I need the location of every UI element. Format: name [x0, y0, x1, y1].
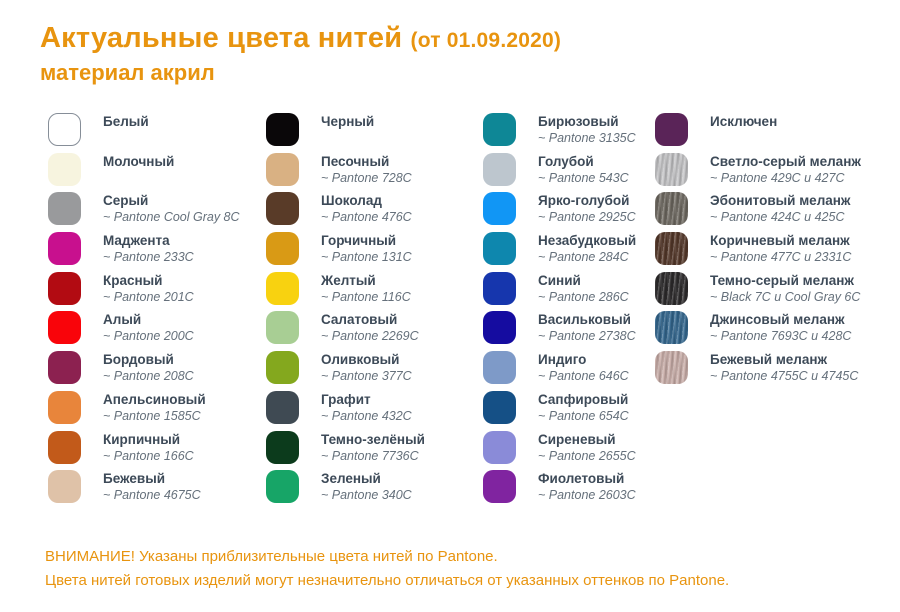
color-labels — [538, 272, 629, 305]
color-labels — [321, 192, 412, 225]
color-pantone-code: ~ Pantone 7693C и 428C — [710, 329, 852, 344]
color-item — [48, 431, 240, 471]
color-item — [483, 351, 636, 391]
color-name: Исключен — [710, 114, 778, 129]
color-item — [48, 470, 240, 510]
color-labels — [538, 153, 629, 186]
color-column-3 — [483, 113, 636, 510]
color-swatch — [266, 113, 299, 146]
color-pantone-code: ~ Pantone Cool Gray 8C — [103, 210, 240, 225]
color-name: Васильковый — [538, 312, 631, 328]
color-labels — [538, 391, 629, 424]
color-pantone-code: ~ Pantone 429C и 427C — [710, 170, 845, 185]
color-pantone-code: ~ Pantone 166C — [103, 448, 194, 463]
color-name: Белый — [103, 114, 149, 129]
footer-warning-line2: Цвета нитей готовых изделий могут незначительно отличаться от указанных оттенков по Pantone. — [45, 572, 730, 589]
color-item — [48, 272, 240, 312]
color-pantone-code: ~ Pantone 208C — [103, 369, 194, 384]
color-swatch — [655, 113, 688, 146]
color-name: Сапфировый — [538, 391, 629, 407]
color-pantone-code: ~ Pantone 286C — [538, 289, 629, 304]
page-title-date: (от 01.09.2020) — [410, 29, 562, 52]
color-labels — [321, 272, 411, 305]
color-name: Графит — [321, 391, 371, 407]
footer-warning-line1: ВНИМАНИЕ! Указаны приблизительные цвета нитей по Pantone. — [45, 548, 498, 565]
color-pantone-code: ~ Pantone 2269C — [321, 329, 419, 344]
color-labels — [710, 351, 858, 384]
color-item — [655, 351, 861, 391]
color-swatch — [483, 272, 516, 305]
color-swatch — [655, 153, 688, 186]
page-header — [40, 22, 561, 86]
color-pantone-code: ~ Pantone 284C — [538, 250, 629, 265]
color-item — [483, 232, 636, 272]
color-swatch — [655, 272, 688, 305]
color-pantone-code: ~ Pantone 476C — [321, 210, 412, 225]
color-pantone-code: ~ Pantone 200C — [103, 329, 194, 344]
color-swatch — [483, 153, 516, 186]
color-labels — [538, 192, 636, 225]
color-item — [655, 153, 861, 193]
color-name: Зеленый — [321, 471, 381, 487]
color-swatch — [48, 272, 81, 305]
page-subtitle: материал акрил — [40, 60, 215, 85]
color-pantone-code: ~ Pantone 477C и 2331C — [710, 250, 852, 265]
color-swatch — [483, 192, 516, 225]
color-swatch — [483, 232, 516, 265]
color-swatch — [266, 272, 299, 305]
color-item — [48, 113, 240, 153]
color-swatch — [483, 431, 516, 464]
color-pantone-code: ~ Pantone 116C — [321, 289, 411, 304]
color-pantone-code: ~ Pantone 2925C — [538, 210, 636, 225]
color-swatch — [266, 351, 299, 384]
color-labels — [710, 113, 777, 130]
color-name: Салатовый — [321, 312, 398, 328]
color-pantone-code: ~ Pantone 131C — [321, 250, 412, 265]
color-name: Коричневый меланж — [710, 233, 850, 249]
color-labels — [321, 153, 412, 186]
color-labels — [321, 351, 412, 384]
color-item — [483, 391, 636, 431]
page-title-main: Актуальные цвета нитей — [40, 22, 411, 54]
color-swatch — [655, 192, 688, 225]
color-pantone-code: ~ Pantone 4675C — [103, 488, 201, 503]
color-pantone-code: ~ Pantone 2738C — [538, 329, 636, 344]
color-item — [48, 391, 240, 431]
color-pantone-code: ~ Black 7C и Cool Gray 6C — [710, 289, 861, 304]
color-item — [266, 272, 425, 312]
color-pantone-code: ~ Pantone 233C — [103, 250, 194, 265]
color-pantone-code: ~ Pantone 728C — [321, 170, 412, 185]
color-pantone-code: ~ Pantone 3135C — [538, 131, 636, 145]
color-name: Темно-серый меланж — [710, 272, 854, 288]
color-swatch — [48, 113, 81, 146]
color-name: Темно-зелёный — [321, 431, 425, 447]
color-labels — [538, 113, 636, 146]
color-labels — [710, 232, 851, 265]
color-labels — [103, 113, 149, 130]
color-item — [266, 232, 425, 272]
color-item — [266, 391, 425, 431]
color-item — [655, 113, 861, 153]
color-column-2 — [266, 113, 425, 510]
color-name: Ярко-голубой — [538, 193, 630, 209]
color-name: Фиолетовый — [538, 471, 625, 487]
color-labels — [321, 391, 412, 424]
color-name: Светло-серый меланж — [710, 153, 861, 169]
color-column-1 — [48, 113, 240, 510]
color-swatch — [483, 311, 516, 344]
color-item — [655, 232, 861, 272]
color-item — [48, 311, 240, 351]
color-labels — [103, 470, 201, 503]
color-item — [266, 192, 425, 232]
color-labels — [538, 470, 636, 503]
color-item — [483, 272, 636, 312]
color-item — [48, 192, 240, 232]
color-name: Красный — [103, 272, 163, 288]
color-item — [266, 351, 425, 391]
color-name: Индиго — [538, 352, 587, 368]
color-name: Серый — [103, 193, 149, 209]
color-swatch — [483, 351, 516, 384]
color-item — [483, 192, 636, 232]
color-labels — [321, 431, 425, 464]
color-labels — [103, 311, 194, 344]
color-swatch — [655, 232, 688, 265]
color-name: Эбонитовый меланж — [710, 193, 851, 209]
color-item — [48, 153, 240, 193]
color-item — [483, 431, 636, 471]
color-swatch — [48, 351, 81, 384]
color-name: Шоколад — [321, 193, 382, 209]
color-item — [48, 351, 240, 391]
color-name: Апельсиновый — [103, 391, 206, 407]
color-swatch — [266, 192, 299, 225]
color-labels — [321, 470, 412, 503]
color-labels — [538, 311, 636, 344]
color-column-4 — [655, 113, 861, 391]
color-pantone-code: ~ Pantone 432C — [321, 408, 412, 423]
color-labels — [103, 431, 194, 464]
color-labels — [321, 232, 412, 265]
color-pantone-code: ~ Pantone 4755C и 4745C — [710, 369, 859, 384]
color-swatch — [266, 311, 299, 344]
color-item — [655, 272, 861, 312]
color-labels — [710, 153, 861, 186]
color-name: Молочный — [103, 153, 175, 169]
color-swatch — [483, 113, 516, 146]
color-pantone-code: ~ Pantone 2603C — [538, 488, 636, 503]
color-item — [483, 153, 636, 193]
color-name: Оливковый — [321, 352, 400, 368]
color-item — [483, 470, 636, 510]
color-item — [655, 311, 861, 351]
color-grid — [0, 113, 900, 523]
color-item — [655, 192, 861, 232]
color-labels — [103, 351, 194, 384]
color-labels — [103, 192, 240, 225]
color-name: Бежевый — [103, 471, 166, 487]
color-name: Горчичный — [321, 233, 397, 249]
color-pantone-code: ~ Pantone 424C и 425C — [710, 210, 845, 225]
color-swatch — [48, 391, 81, 424]
color-pantone-code: ~ Pantone 340C — [321, 488, 412, 503]
color-name: Джинсовый меланж — [710, 312, 845, 328]
color-labels — [538, 232, 636, 265]
color-name: Сиреневый — [538, 431, 616, 447]
color-labels — [538, 351, 629, 384]
color-swatch — [266, 232, 299, 265]
color-pantone-code: ~ Pantone 7736C — [321, 448, 419, 463]
color-swatch — [48, 311, 81, 344]
color-item — [266, 153, 425, 193]
color-labels — [538, 431, 636, 464]
color-swatch — [266, 470, 299, 503]
color-labels — [103, 272, 194, 305]
color-labels — [710, 311, 851, 344]
page-title — [40, 22, 561, 57]
color-swatch — [483, 391, 516, 424]
color-labels — [103, 232, 194, 265]
color-swatch — [266, 391, 299, 424]
color-pantone-code: ~ Pantone 654C — [538, 408, 629, 423]
color-swatch — [266, 431, 299, 464]
color-pantone-code: ~ Pantone 201C — [103, 289, 194, 304]
color-swatch — [655, 311, 688, 344]
color-swatch — [48, 153, 81, 186]
color-item — [266, 311, 425, 351]
color-pantone-code: ~ Pantone 543C — [538, 170, 629, 185]
color-pantone-code: ~ Pantone 377C — [321, 369, 412, 384]
color-swatch — [48, 192, 81, 225]
color-name: Голубой — [538, 153, 594, 169]
color-item — [266, 113, 425, 153]
color-name: Бирюзовый — [538, 114, 619, 129]
color-item — [483, 311, 636, 351]
color-name: Желтый — [321, 272, 376, 288]
color-name: Алый — [103, 312, 142, 328]
color-pantone-code: ~ Pantone 646C — [538, 369, 629, 384]
color-labels — [321, 311, 419, 344]
color-pantone-code: ~ Pantone 1585C — [103, 408, 201, 423]
color-item — [48, 232, 240, 272]
color-labels — [103, 153, 174, 170]
color-swatch — [48, 431, 81, 464]
color-item — [266, 470, 425, 510]
color-name: Синий — [538, 272, 581, 288]
color-swatch — [483, 470, 516, 503]
color-swatch — [266, 153, 299, 186]
color-swatch — [48, 470, 81, 503]
color-swatch — [655, 351, 688, 384]
color-name: Бежевый меланж — [710, 352, 828, 368]
color-labels — [710, 192, 851, 225]
color-labels — [710, 272, 860, 305]
color-name: Маджента — [103, 233, 170, 249]
color-labels — [321, 113, 374, 130]
color-name: Песочный — [321, 153, 390, 169]
color-swatch — [48, 232, 81, 265]
color-name: Черный — [321, 114, 375, 129]
color-pantone-code: ~ Pantone 2655C — [538, 448, 636, 463]
color-name: Бордовый — [103, 352, 174, 368]
footer-warning — [45, 545, 729, 593]
color-name: Незабудковый — [538, 233, 637, 249]
color-labels — [103, 391, 206, 424]
color-item — [483, 113, 636, 153]
color-item — [266, 431, 425, 471]
color-name: Кирпичный — [103, 431, 181, 447]
